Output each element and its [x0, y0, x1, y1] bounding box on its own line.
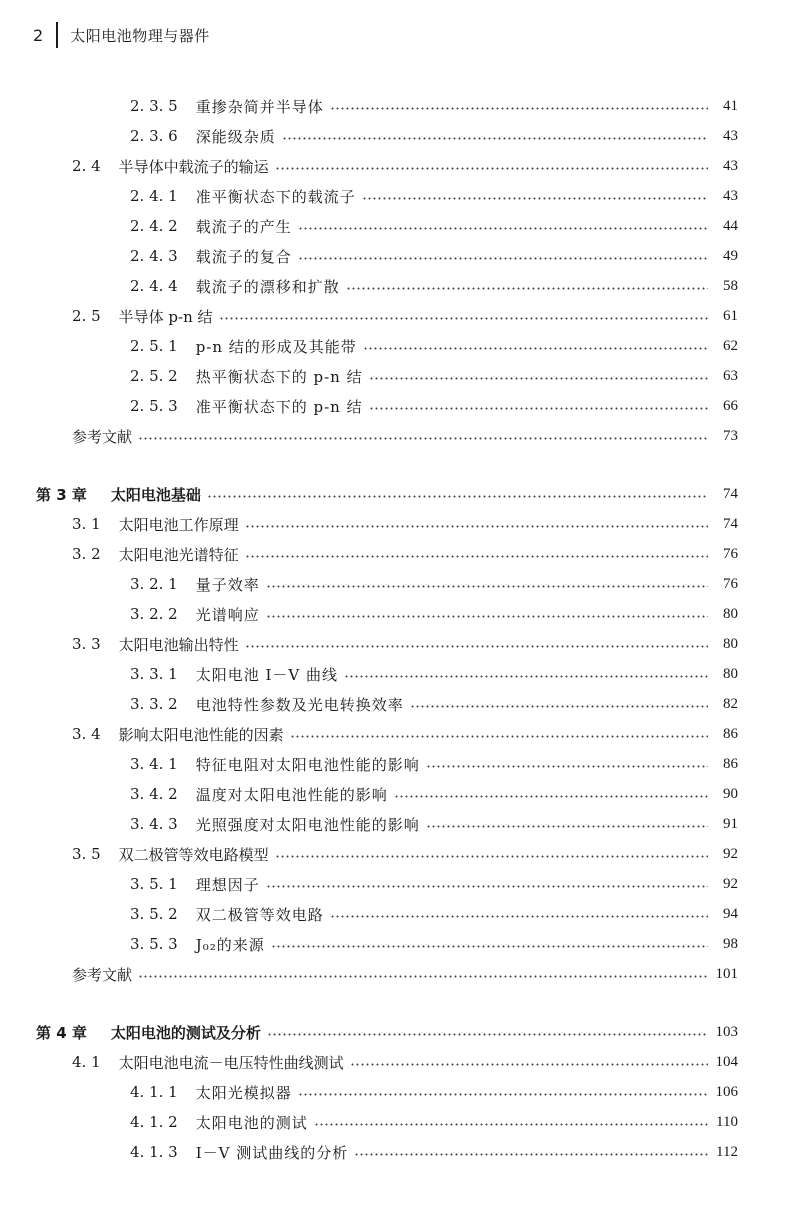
toc-entry-number: 3. 5. 3: [130, 935, 178, 953]
toc-section-entry[interactable]: [0, 153, 790, 179]
dot-leader: [346, 287, 708, 290]
toc-entry-number: 3. 4: [72, 725, 101, 743]
toc-subsection-entry[interactable]: [0, 1079, 790, 1105]
toc-entry-title: 特征电阻对太阳电池性能的影响: [195, 755, 420, 774]
dot-leader: [290, 735, 708, 738]
toc-subsection-entry[interactable]: [0, 571, 790, 597]
toc-subsection-entry[interactable]: [0, 661, 790, 687]
toc-entry-number: 3. 4. 2: [130, 785, 178, 803]
toc-entry-line: [0, 514, 790, 535]
dot-leader: [282, 137, 708, 140]
dot-leader: [362, 197, 708, 200]
toc-entry-title: 半导体中载流子的输运: [118, 157, 269, 176]
toc-entry-page-number: 62: [723, 337, 738, 354]
toc-entry-number: 2. 4. 3: [130, 247, 178, 265]
toc-entry-number: 3. 5: [72, 845, 101, 863]
toc-entry-page-number: 94: [723, 905, 738, 922]
toc-entry-page-number: 101: [715, 965, 738, 982]
dot-leader: [354, 1153, 708, 1156]
toc-section-entry[interactable]: [0, 721, 790, 747]
page-header: [33, 20, 210, 50]
toc-entry-line: [0, 664, 790, 685]
toc-entry-page-number: 103: [715, 1023, 738, 1040]
toc-entry-title: 量子效率: [195, 575, 260, 594]
toc-subsection-entry[interactable]: [0, 751, 790, 777]
toc-entry-number: 4. 1. 1: [130, 1083, 178, 1101]
toc-entry-title: 光谱响应: [195, 605, 260, 624]
toc-entry-page-number: 98: [723, 935, 738, 952]
toc-entry-title: 光照强度对太阳电池性能的影响: [195, 815, 420, 834]
toc-entry-page-number: 74: [723, 515, 738, 532]
toc-entry-title: p-n 结的形成及其能带: [195, 337, 357, 356]
toc-entry-title: 太阳光模拟器: [195, 1083, 292, 1102]
toc-entry-line: [0, 574, 790, 595]
toc-entry-number: 3. 2. 2: [130, 605, 178, 623]
toc-entry-title: 深能级杂质: [195, 127, 276, 146]
dot-leader: [426, 765, 708, 768]
dot-leader: [275, 855, 708, 858]
toc-entry-number: 2. 4: [72, 157, 101, 175]
dot-leader: [245, 645, 708, 648]
toc-entry-page-number: 104: [715, 1053, 738, 1070]
dot-leader: [330, 915, 708, 918]
page-number: 2: [33, 25, 44, 45]
dot-leader: [266, 885, 708, 888]
toc-entry-line: [0, 964, 790, 985]
toc-entry-number: 3. 5. 1: [130, 875, 178, 893]
toc-entry-title: 太阳电池输出特性: [118, 635, 239, 654]
toc-entry-number: 3. 2. 1: [130, 575, 178, 593]
toc-entry-title: 载流子的复合: [195, 247, 292, 266]
dot-leader: [330, 107, 708, 110]
toc-entry-title: 准平衡状态下的 p-n 结: [195, 397, 363, 416]
toc-entry-title: 载流子的产生: [195, 217, 292, 236]
toc-subsection-entry[interactable]: [0, 93, 790, 119]
toc-entry-title: 温度对太阳电池性能的影响: [195, 785, 388, 804]
toc-entry-line: [0, 246, 790, 267]
toc-entry-number: 3. 4. 1: [130, 755, 178, 773]
toc-entry-page-number: 58: [723, 277, 738, 294]
toc-entry-title: I－V 测试曲线的分析: [195, 1143, 349, 1162]
toc-subsection-entry[interactable]: [0, 333, 790, 359]
toc-entry-number: 4. 1. 3: [130, 1143, 178, 1161]
toc-entry-page-number: 44: [723, 217, 738, 234]
toc-section-entry[interactable]: [0, 841, 790, 867]
toc-subsection-entry[interactable]: [0, 123, 790, 149]
dot-leader: [245, 555, 708, 558]
toc-entry-number: 2. 5. 2: [130, 367, 178, 385]
toc-entry-title: 太阳电池基础: [110, 485, 201, 504]
toc-entry-page-number: 76: [723, 575, 738, 592]
toc-entry-page-number: 76: [723, 545, 738, 562]
toc-entry-page-number: 80: [723, 635, 738, 652]
toc-entry-page-number: 110: [716, 1113, 738, 1130]
toc-entry-page-number: 73: [723, 427, 738, 444]
dot-leader: [314, 1123, 708, 1126]
toc-entry-line: [0, 396, 790, 417]
toc-subsection-entry[interactable]: [0, 871, 790, 897]
toc-entry-line: [0, 784, 790, 805]
toc-entry-title: 太阳电池 I－V 曲线: [195, 665, 338, 684]
dot-leader: [138, 437, 708, 440]
toc-entry-line: [0, 306, 790, 327]
toc-entry-line: [0, 1052, 790, 1073]
book-title: 太阳电池物理与器件: [70, 26, 210, 45]
toc-entry-number: 第 3 章: [36, 485, 87, 504]
toc-entry-line: [0, 186, 790, 207]
toc-entry-page-number: 80: [723, 665, 738, 682]
toc-entry-title: 双二极管等效电路: [195, 905, 324, 924]
toc-entry-page-number: 106: [715, 1083, 738, 1100]
toc-subsection-entry[interactable]: [0, 273, 790, 299]
toc-subsection-entry[interactable]: [0, 931, 790, 957]
toc-entry-number: 3. 3: [72, 635, 101, 653]
toc-entry-line: [0, 844, 790, 865]
dot-leader: [266, 615, 708, 618]
toc-section-entry[interactable]: [0, 961, 790, 987]
dot-leader: [344, 675, 708, 678]
toc-section-entry[interactable]: [0, 423, 790, 449]
toc-entry-title: 准平衡状态下的载流子: [195, 187, 356, 206]
toc-entry-page-number: 49: [723, 247, 738, 264]
toc-subsection-entry[interactable]: [0, 901, 790, 927]
dot-leader: [369, 407, 708, 410]
toc-entry-number: 2. 4. 4: [130, 277, 178, 295]
dot-leader: [426, 825, 708, 828]
toc-entry-page-number: 80: [723, 605, 738, 622]
toc-entry-number: 2. 5: [72, 307, 101, 325]
toc-entry-title: 太阳电池的测试: [195, 1113, 308, 1132]
toc-entry-number: 4. 1: [72, 1053, 101, 1071]
dot-leader: [363, 347, 708, 350]
toc-entry-line: [0, 366, 790, 387]
toc-entry-number: 3. 1: [72, 515, 101, 533]
toc-entry-line: [0, 874, 790, 895]
toc-subsection-entry[interactable]: [0, 393, 790, 419]
toc-entry-line: [0, 216, 790, 237]
dot-leader: [207, 495, 708, 498]
toc-entry-number: 2. 5. 3: [130, 397, 178, 415]
toc-section-entry[interactable]: [0, 541, 790, 567]
toc-entry-title: 影响太阳电池性能的因素: [118, 725, 284, 744]
toc-entry-line: [0, 934, 790, 955]
toc-entry-page-number: 92: [723, 845, 738, 862]
toc-entry-number: 4. 1. 2: [130, 1113, 178, 1131]
toc-entry-page-number: 112: [716, 1143, 738, 1160]
toc-entry-title: J₀₂的来源: [195, 935, 265, 954]
toc-entry-line: [0, 604, 790, 625]
toc-entry-title: 太阳电池工作原理: [118, 515, 239, 534]
header-divider: [56, 22, 58, 48]
dot-leader: [410, 705, 708, 708]
toc-entry-line: [0, 634, 790, 655]
toc-entry-title: 太阳电池光谱特征: [118, 545, 239, 564]
toc-entry-line: [0, 1112, 790, 1133]
toc-entry-line: [0, 126, 790, 147]
toc-entry-title: 电池特性参数及光电转换效率: [195, 695, 404, 714]
toc-entry-number: 2. 4. 1: [130, 187, 178, 205]
toc-entry-line: [0, 814, 790, 835]
toc-entry-page-number: 86: [723, 725, 738, 742]
toc-subsection-entry[interactable]: [0, 183, 790, 209]
toc-entry-title: 热平衡状态下的 p-n 结: [195, 367, 363, 386]
toc-section-entry[interactable]: [0, 1049, 790, 1075]
toc-entry-number: 3. 3. 2: [130, 695, 178, 713]
toc-entry-number: 2. 5. 1: [130, 337, 178, 355]
toc-entry-page-number: 92: [723, 875, 738, 892]
toc-entry-title: 双二极管等效电路模型: [118, 845, 269, 864]
toc-entry-number: 3. 5. 2: [130, 905, 178, 923]
toc-entry-number: 3. 2: [72, 545, 101, 563]
toc-entry-line: [0, 724, 790, 745]
toc-entry-title: 重掺杂简并半导体: [195, 97, 324, 116]
toc-entry-line: [0, 96, 790, 117]
toc-entry-page-number: 66: [723, 397, 738, 414]
toc-subsection-entry[interactable]: [0, 781, 790, 807]
toc-entry-page-number: 43: [723, 127, 738, 144]
toc-subsection-entry[interactable]: [0, 213, 790, 239]
toc-chapter-entry[interactable]: [0, 1019, 790, 1045]
toc-section-entry[interactable]: [0, 303, 790, 329]
toc-entry-number: 2. 3. 5: [130, 97, 178, 115]
toc-entry-line: [0, 754, 790, 775]
toc-entry-page-number: 86: [723, 755, 738, 772]
dot-leader: [271, 945, 708, 948]
dot-leader: [298, 1093, 708, 1096]
toc-entry-page-number: 91: [723, 815, 738, 832]
toc-subsection-entry[interactable]: [0, 811, 790, 837]
toc-entry-number: 2. 4. 2: [130, 217, 178, 235]
toc-entry-title: 载流子的漂移和扩散: [195, 277, 340, 296]
toc-entry-line: [0, 276, 790, 297]
toc-section-entry[interactable]: [0, 511, 790, 537]
toc-entry-page-number: 61: [723, 307, 738, 324]
dot-leader: [275, 167, 708, 170]
toc-entry-line: [0, 544, 790, 565]
toc-section-entry[interactable]: [0, 631, 790, 657]
toc-entry-line: [0, 426, 790, 447]
toc-entry-page-number: 90: [723, 785, 738, 802]
dot-leader: [369, 377, 708, 380]
toc-entry-page-number: 41: [723, 97, 738, 114]
dot-leader: [138, 975, 708, 978]
toc-entry-number: 3. 3. 1: [130, 665, 178, 683]
toc-entry-page-number: 82: [723, 695, 738, 712]
toc-subsection-entry[interactable]: [0, 243, 790, 269]
toc-subsection-entry[interactable]: [0, 1139, 790, 1165]
toc-entry-title: 太阳电池电流－电压特性曲线测试: [118, 1053, 344, 1072]
toc-entry-page-number: 74: [723, 485, 738, 502]
toc-subsection-entry[interactable]: [0, 363, 790, 389]
toc-entry-line: [0, 156, 790, 177]
toc-subsection-entry[interactable]: [0, 691, 790, 717]
toc-entry-title: 太阳电池的测试及分析: [110, 1023, 261, 1042]
toc-entry-line: [0, 904, 790, 925]
toc-entry-title: 半导体 p-n 结: [118, 307, 213, 326]
dot-leader: [298, 227, 708, 230]
toc-chapter-entry[interactable]: [0, 481, 790, 507]
dot-leader: [298, 257, 708, 260]
dot-leader: [350, 1063, 708, 1066]
dot-leader: [394, 795, 708, 798]
toc-entry-line: [0, 484, 790, 505]
toc-entry-line: [0, 694, 790, 715]
toc-entry-line: [0, 336, 790, 357]
toc-entry-title: 参考文献: [72, 965, 133, 984]
toc-entry-number: 第 4 章: [36, 1023, 87, 1042]
toc-entry-title: 参考文献: [72, 427, 133, 446]
dot-leader: [245, 525, 708, 528]
toc-entry-page-number: 43: [723, 187, 738, 204]
toc-entry-page-number: 43: [723, 157, 738, 174]
toc-entry-line: [0, 1082, 790, 1103]
toc-entry-number: 3. 4. 3: [130, 815, 178, 833]
toc-subsection-entry[interactable]: [0, 601, 790, 627]
dot-leader: [266, 585, 708, 588]
toc-entry-page-number: 63: [723, 367, 738, 384]
toc-entry-title: 理想因子: [195, 875, 260, 894]
dot-leader: [267, 1033, 708, 1036]
dot-leader: [219, 317, 709, 320]
toc-entry-number: 2. 3. 6: [130, 127, 178, 145]
toc-entry-line: [0, 1142, 790, 1163]
toc-entry-line: [0, 1022, 790, 1043]
toc-subsection-entry[interactable]: [0, 1109, 790, 1135]
